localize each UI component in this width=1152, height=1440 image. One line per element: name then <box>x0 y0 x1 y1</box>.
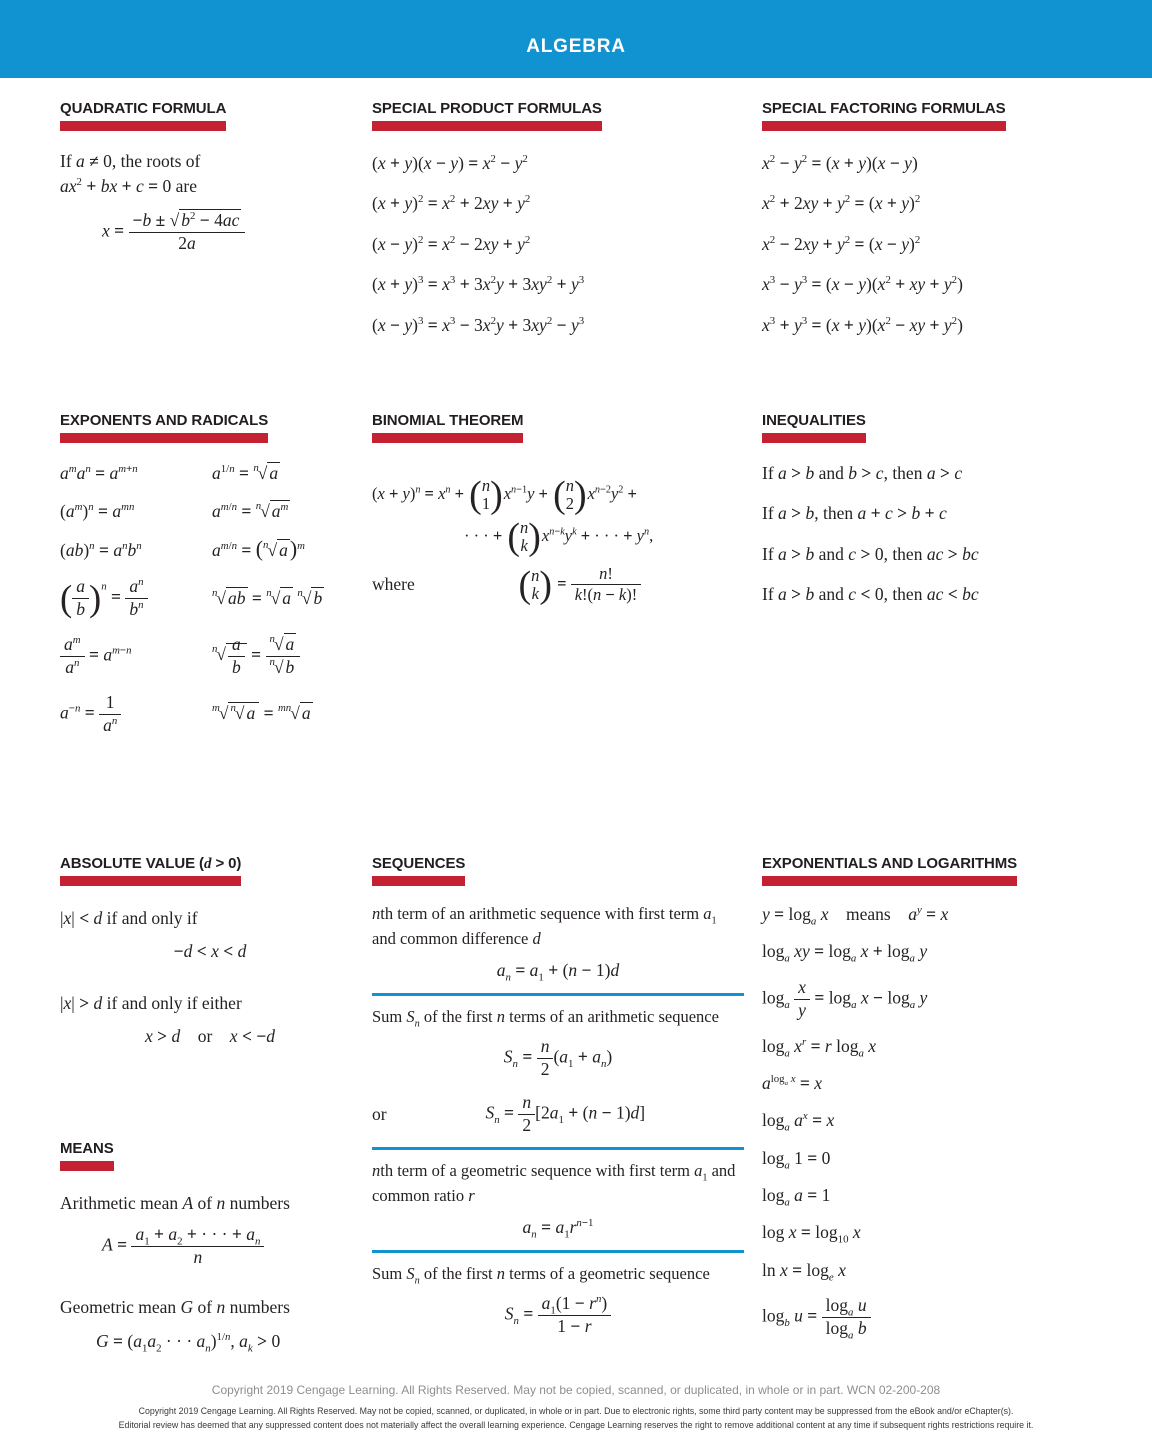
section-special-product-formulas <box>372 100 744 353</box>
abs-rule-1: |x| < d if and only if <box>60 908 198 928</box>
formula-cell: $(ab)^n = a^nb^n$ <box>60 539 142 560</box>
section-heading <box>372 412 523 443</box>
section-title: MEANS <box>60 1140 114 1157</box>
section-underline <box>372 121 602 131</box>
log-identity: $\log_a$ xy = $\log_a x + \log_a y$ <box>762 941 928 965</box>
inequality-line: If a > b and c < 0, then ac < bc <box>762 584 979 605</box>
formula-line: $(x - y)^2 = x^2 - 2xy + y^2$ <box>372 233 531 254</box>
section-absolute-value <box>60 855 360 1050</box>
formula-text: If a ≠ 0, the roots of <box>60 151 201 171</box>
section-title: SEQUENCES <box>372 855 466 872</box>
formula-cell: $^m$√ $^n$√ a = $^{mn}$√ a <box>212 702 311 724</box>
formula-cell: $^n$√ ab = $^n$√ a $^n$√ b <box>212 586 323 608</box>
formula-cell: ( $\frac{a}{b}$ )$^n$ = $\frac{a^n}{b^n}$ <box>60 576 212 621</box>
arithmetic-nth-term-formula: $a_n = a_1 + (n - 1)d$ <box>496 959 620 983</box>
section-heading <box>60 855 241 886</box>
formula-cell: $a^{m/n} = (^n√$ a)$^m$ <box>212 536 305 561</box>
quadratic-formula: x = $\frac{-b \pm √ b^2 - 4ac}{2a}$ <box>102 210 360 255</box>
formula-line: $(x - y)^3 = x^3 - 3x^2y + 3xy^2 - y^3$ <box>372 314 585 335</box>
sequence-text: nth term of a geometric sequence with first term $a_1$ and common ratio r <box>372 1161 736 1205</box>
section-special-factoring-formulas <box>762 100 1102 353</box>
section-heading <box>762 100 1006 131</box>
section-title: SPECIAL PRODUCT FORMULAS <box>372 100 602 117</box>
formula-cell: $\frac{a^m}{a^n}$ = $a^{m-n}$ <box>60 634 212 679</box>
section-underline <box>372 433 523 443</box>
section-title: QUADRATIC FORMULA <box>60 100 227 117</box>
geometric-mean-formula: $G = (a_1a_2$ · · · $a_n)^{1/n}$, $a_k > 0$ <box>96 1330 281 1354</box>
section-underline <box>762 433 866 443</box>
abs-rule-1-condition: −d < x < d <box>173 941 247 962</box>
sequence-text: Sum $S_n$ of the first n terms of an arithmetic sequence <box>372 1006 719 1030</box>
section-title: EXPONENTS AND RADICALS <box>60 412 269 429</box>
inequality-line: If a > b and b > c, then a > c <box>762 463 963 483</box>
section-underline <box>762 121 1006 131</box>
section-quadratic-formula <box>60 100 360 255</box>
section-means <box>60 1140 360 1354</box>
section-heading <box>60 412 268 443</box>
section-title: EXPONENTIALS AND LOGARITHMS <box>762 855 1018 872</box>
formula-line: $x^2 - y^2 = (x + y)(x - y)$ <box>762 153 918 173</box>
inequality-line: If a > b, then a + c > b + c <box>762 503 947 524</box>
section-heading <box>762 412 866 443</box>
formula-line: $(x + y)(x - y) = x^2 - y^2$ <box>372 153 528 173</box>
formula-cell: $a^{-n}$ = $\frac{1}{a^n}$ <box>60 692 212 737</box>
section-title: ABSOLUTE VALUE (d > 0) <box>60 855 242 872</box>
log-identity: $\log x = \log_{10} x$ <box>762 1222 861 1246</box>
log-identity: $\log_a x^r = r$ $\log_a x$ <box>762 1035 877 1059</box>
section-underline <box>60 876 241 886</box>
binomial-expansion-line1: $(x + y)^n = x^n$ + ( n 1 )$x^{n-1}y$ + ( n 2 )$x^{n-2}y^2$ + <box>372 474 637 517</box>
section-heading <box>372 855 465 886</box>
formula-line: $x^2 + 2xy + y^2 = (x + y)^2$ <box>762 193 921 214</box>
formula-cell: $^n$√ $\frac{a}{b}$ = $\frac{^n√ a}{^n√ b}$ <box>212 634 360 679</box>
geometric-sum-formula: $S_n$ = $\frac{a_1(1 - r^n)}{1 - r}$ <box>372 1293 744 1338</box>
copyright-line-secondary: Copyright 2019 Cengage Learning. All Rights Reserved. May not be copied, scanned, or duplicated, in whole or in part. Due to electronic rights, some third party content may be suppressed from the eBook and/or eChapter(s). <box>138 1406 1014 1416</box>
abs-rule-2: |x| > d if and only if either <box>60 992 242 1013</box>
means-text: Arithmetic mean A of n numbers <box>60 1193 290 1213</box>
formula-line: $x^2 - 2xy + y^2 = (x - y)^2$ <box>762 233 921 254</box>
log-identity: $\ln x = \log_e x$ <box>762 1259 846 1284</box>
copyright-line-tertiary: Editorial review has deemed that any suppressed content does not materially affect the overall learning experience. Cengage Learning reserves the right to remove additional content at any time if subsequent rights restrictions require it. <box>118 1420 1034 1430</box>
change-of-base-formula: $\log_b u$ = $\frac{\log_a u}{\log_a b}$ <box>762 1295 1102 1340</box>
binomial-expansion-line2: · · · + ( n k )$x^{n-k}y^k$ + · · · + $y^n$, <box>464 516 654 559</box>
arithmetic-sum-formula: $S_n$ = $\frac{n}{2}$ $(a_1 + a_n)$ <box>503 1035 613 1079</box>
section-underline <box>60 433 268 443</box>
section-sequences <box>372 855 744 1338</box>
section-underline <box>60 1161 114 1171</box>
log-identity: $\log_a 1 = 0$ <box>762 1147 831 1172</box>
log-identity: $y = \log_a x$ means $a^y = x$ <box>762 904 949 928</box>
binomial-coefficient-definition: ( n k ) = $\frac{n!}{k!(n - k)!}$ <box>415 564 744 606</box>
or-label: or <box>372 1104 387 1125</box>
section-binomial-theorem <box>372 412 744 606</box>
blue-divider <box>372 1250 744 1253</box>
formula-cell: $(a^m)^n = a^{mn}$ <box>60 501 135 522</box>
inequality-line: If a > b and c > 0, then ac > bc <box>762 543 979 564</box>
copyright-line-primary: Copyright 2019 Cengage Learning. All Rights Reserved. May not be copied, scanned, or duplicated, in whole or in part. WCN 02-200-208 <box>211 1383 941 1397</box>
arithmetic-sum-formula-alt: $S_n$ = $\frac{n}{2}$ $[2a_1 + (n - 1)d]$ <box>485 1092 646 1136</box>
blue-divider <box>372 993 744 996</box>
section-inequalities <box>762 412 1102 608</box>
abs-rule-2-condition: x > d or x < −d <box>144 1026 276 1047</box>
sequence-text: nth term of an arithmetic sequence with first term $a_1$ and common difference d <box>372 904 717 948</box>
formula-text: $ax^2$ + bx + c = 0 are <box>60 176 197 197</box>
formula-line: $x^3 + y^3 = (x + y)(x^2$ − xy + $y^2$) <box>762 314 963 335</box>
section-exponentials-and-logarithms <box>762 855 1102 1340</box>
log-identity: $\log_a$ $\frac{x}{y}$ = $\log_a x - \log_a y$ <box>762 976 928 1020</box>
geometric-nth-term-formula: $a_n = a_1r^{n-1}$ <box>522 1216 594 1241</box>
section-underline <box>60 121 226 131</box>
log-identity: $\log_a a = 1$ <box>762 1185 831 1209</box>
section-heading <box>762 855 1017 886</box>
log-identity: $a^{log_a x} = x$ <box>762 1072 823 1093</box>
formula-cell: $a^{m/n} = ^n√$ $a^m$ <box>212 500 289 522</box>
section-underline <box>372 876 465 886</box>
section-heading <box>60 1140 114 1171</box>
section-title: SPECIAL FACTORING FORMULAS <box>762 100 1006 117</box>
arithmetic-mean-formula: A = $\frac{a_1 + a_2 + \cdot \cdot \cdot + a_n}{n}$ <box>102 1224 360 1269</box>
formula-cell: $a^ma^n = a^{m+n}$ <box>60 463 138 483</box>
section-title: BINOMIAL THEOREM <box>372 412 524 429</box>
formula-line: $x^3 - y^3 = (x - y)(x^2$ + xy + $y^2$) <box>762 274 963 295</box>
blue-divider <box>372 1147 744 1150</box>
section-exponents-and-radicals <box>60 412 360 749</box>
section-heading <box>60 100 226 131</box>
sequence-text: Sum $S_n$ of the first n terms of a geometric sequence <box>372 1264 710 1287</box>
means-text: Geometric mean G of n numbers <box>60 1297 290 1318</box>
where-label: where <box>372 574 415 594</box>
log-identity: $\log_a a^x = x$ <box>762 1110 835 1134</box>
page-title: ALGEBRA <box>526 36 626 57</box>
section-title: INEQUALITIES <box>762 412 866 429</box>
formula-line: $(x + y)^3 = x^3 + 3x^2y + 3xy^2 + y^3$ <box>372 274 585 295</box>
formula-cell: $a^{1/n} = ^n√$ a <box>212 461 279 483</box>
header-banner <box>0 0 1152 78</box>
formula-line: $(x + y)^2 = x^2 + 2xy + y^2$ <box>372 193 531 214</box>
section-underline <box>762 876 1017 886</box>
section-heading <box>372 100 602 131</box>
